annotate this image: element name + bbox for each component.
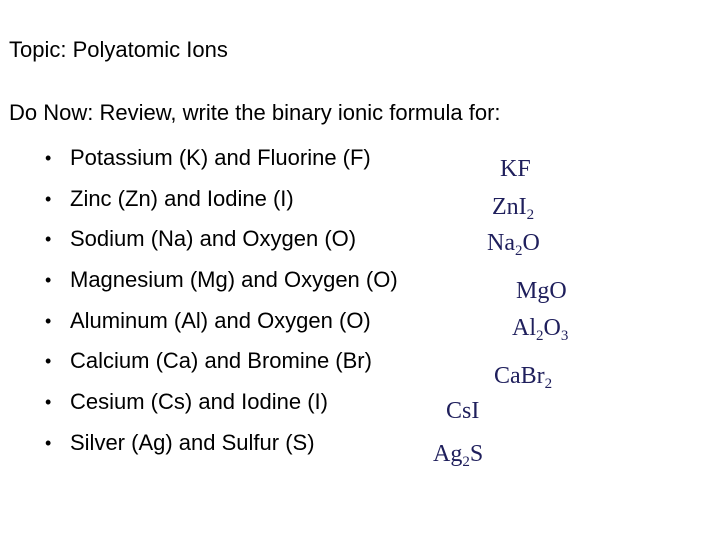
do-now-prompt: Do Now: Review, write the binary ionic formula for:	[9, 100, 501, 125]
question-text: Silver (Ag) and Sulfur (S)	[70, 429, 315, 455]
answer-formula-csi	[446, 397, 479, 425]
bullet-icon: •	[45, 392, 52, 413]
answer-formula-zni2	[492, 193, 534, 221]
bullet-icon: •	[45, 188, 52, 209]
answer-formula-mgo	[516, 277, 567, 305]
formula-subscript: 3	[560, 328, 569, 344]
question-text: Zinc (Zn) and Iodine (I)	[70, 185, 294, 211]
formula-subscript: 2	[462, 454, 470, 470]
formula-subscript: 2	[544, 376, 553, 392]
formula-part: Al	[512, 315, 536, 341]
formula-part: KF	[500, 156, 531, 182]
bullet-icon: •	[45, 270, 52, 291]
bullet-icon: •	[45, 229, 52, 250]
slide-topic: Topic: Polyatomic Ions	[9, 37, 228, 62]
answer-formula-kf	[500, 155, 531, 183]
formula-subscript: 2	[526, 207, 535, 223]
answer-formula-cabr2	[494, 362, 552, 390]
answer-formula-na2o	[487, 229, 540, 257]
question-text: Magnesium (Mg) and Oxygen (O)	[70, 267, 398, 293]
formula-part: MgO	[516, 278, 567, 304]
formula-subscript: 2	[536, 328, 544, 344]
formula-part: Ag	[433, 441, 463, 467]
bullet-icon: •	[45, 148, 52, 168]
question-text: Cesium (Cs) and Iodine (I)	[70, 389, 328, 415]
formula-part: ZnI	[492, 194, 527, 220]
question-text: Calcium (Ca) and Bromine (Br)	[70, 348, 372, 374]
answer-formula-ag2s	[433, 440, 483, 468]
bullet-icon: •	[45, 351, 52, 372]
formula-part: Na	[487, 230, 515, 256]
formula-part: CsI	[446, 398, 480, 424]
question-text: Potassium (K) and Fluorine (F)	[70, 145, 371, 170]
question-text: Sodium (Na) and Oxygen (O)	[70, 226, 357, 252]
formula-part: O	[543, 315, 561, 341]
formula-part: S	[469, 441, 484, 467]
formula-subscript: 2	[514, 243, 523, 259]
formula-part: O	[522, 230, 540, 256]
question-text: Aluminum (Al) and Oxygen (O)	[70, 307, 371, 333]
answer-formula-al2o3	[512, 314, 568, 342]
formula-part: CaBr	[494, 363, 545, 389]
bullet-icon: •	[45, 310, 52, 331]
bullet-icon: •	[45, 432, 52, 453]
